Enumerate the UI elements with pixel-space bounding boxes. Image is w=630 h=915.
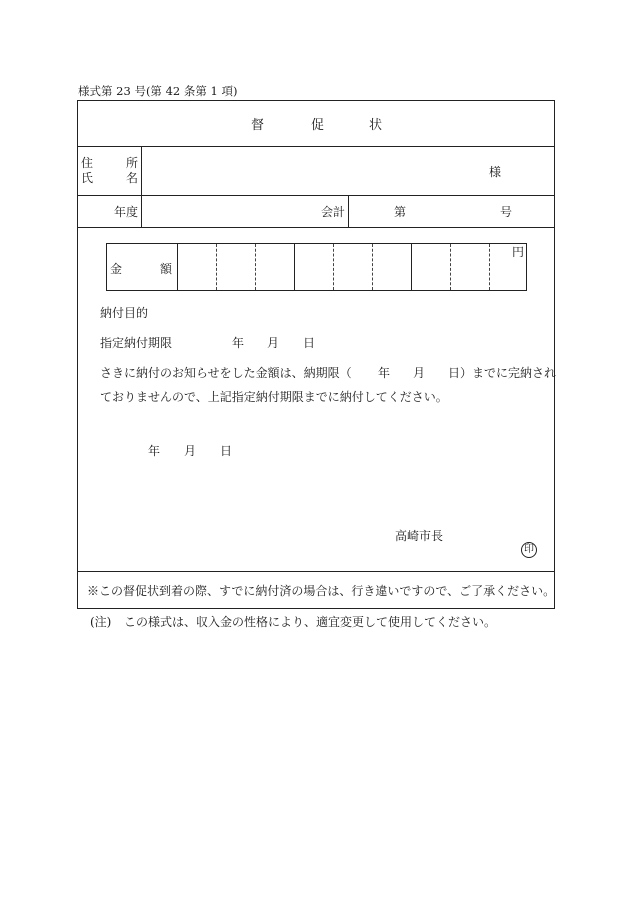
title-char-1: 督	[251, 118, 265, 133]
divider-footer	[77, 571, 555, 572]
name-label-2: 名	[126, 171, 139, 185]
note-text: この様式は、収入金の性格により、適宜変更して使用してください。	[124, 615, 497, 629]
amount-cell-divider	[333, 244, 334, 290]
notice-text-1: さきに納付のお知らせをした金額は、納期限（	[100, 366, 352, 380]
amount-cell-divider	[411, 244, 412, 290]
note-label: (注)	[90, 615, 112, 629]
issue-month: 月	[184, 444, 197, 458]
account-divider	[348, 195, 349, 227]
issue-day: 日	[220, 444, 233, 458]
title-char-2: 促	[311, 118, 325, 133]
address-label-2: 所	[126, 156, 139, 170]
form-number: 様式第 23 号(第 42 条第 1 項)	[78, 84, 238, 98]
amount-cell-divider	[216, 244, 217, 290]
amount-cell-divider	[177, 244, 178, 290]
amount-cell-divider	[489, 244, 490, 290]
footer-remark: ※この督促状到着の際、すでに納付済の場合は、行き違いですので、ご了承ください。	[87, 584, 556, 598]
notice-month: 月	[413, 366, 426, 380]
title-char-3: 状	[369, 118, 383, 133]
issuer-name: 高崎市長	[395, 529, 444, 543]
deadline-year: 年	[232, 336, 245, 350]
notice-year: 年	[378, 366, 391, 380]
label-column-divider	[141, 146, 142, 227]
deadline-month: 月	[267, 336, 280, 350]
yen-unit: 円	[512, 245, 525, 259]
account-label: 会計	[321, 205, 346, 219]
divider-fiscal	[77, 227, 555, 228]
deadline-day: 日	[303, 336, 316, 350]
divider-title	[77, 146, 555, 147]
address-label-1: 住	[81, 156, 94, 170]
name-label-1: 氏	[81, 171, 94, 185]
seal-stamp-icon: 印	[521, 542, 537, 558]
amount-cell-divider	[294, 244, 295, 290]
issue-year: 年	[148, 444, 161, 458]
amount-cell-divider	[255, 244, 256, 290]
amount-cell-divider	[372, 244, 373, 290]
form-frame	[77, 100, 555, 609]
amount-label-2: 額	[160, 262, 173, 276]
notice-text-2: ておりませんので、上記指定納付期限までに納付してください。	[100, 390, 448, 404]
amount-label-1: 金	[110, 262, 123, 276]
divider-address	[77, 195, 555, 196]
amount-cell-divider	[450, 244, 451, 290]
honorific-sama: 様	[489, 165, 502, 179]
fiscal-year-label: 年度	[114, 205, 139, 219]
notice-day: 日）までに完納され	[448, 366, 557, 380]
number-suffix: 号	[500, 205, 513, 219]
number-prefix: 第	[394, 205, 407, 219]
purpose-label: 納付目的	[100, 306, 149, 320]
deadline-label: 指定納付期限	[100, 336, 173, 350]
